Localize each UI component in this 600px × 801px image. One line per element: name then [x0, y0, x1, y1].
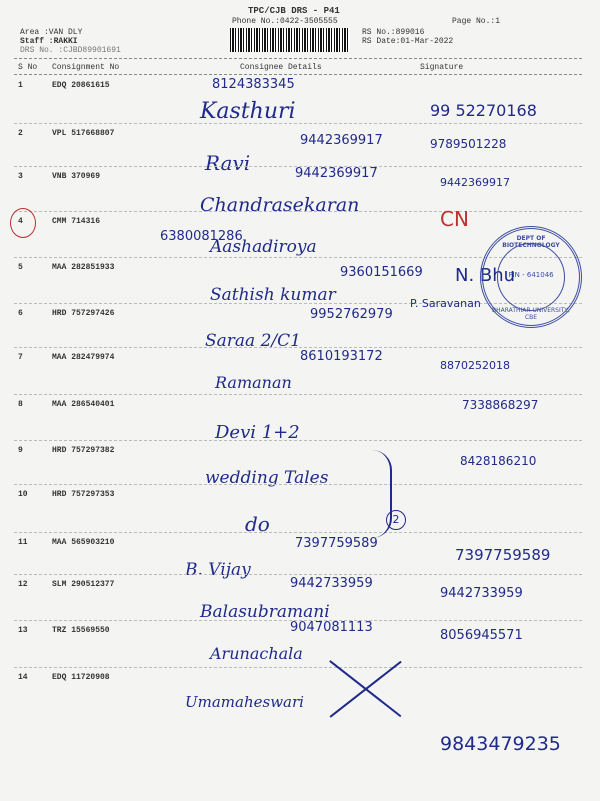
barcode	[230, 28, 350, 52]
consignment-number: MAA 282851933	[52, 263, 115, 272]
consignee-phone: 9360151669	[340, 265, 423, 280]
consignee-name: Kasthuri	[200, 99, 296, 124]
rs-number: RS No.:899016	[362, 28, 425, 37]
row-number: 5	[18, 263, 23, 272]
drs-number: DRS No. :CJBD89901691	[20, 46, 121, 55]
stamp-line-1: DEPT OF BIOTECHNOLOGY	[502, 235, 560, 249]
consignee-name: Ramanan	[215, 373, 292, 392]
row-number: 10	[18, 490, 28, 499]
consignment-number: TRZ 15569550	[52, 626, 110, 635]
consignee-phone: 8610193172	[300, 349, 383, 364]
signature: CN	[440, 207, 469, 231]
page-number: Page No.:1	[452, 17, 501, 26]
row-divider	[14, 667, 582, 668]
row-divider	[14, 394, 582, 395]
consignment-number: HRD 757297353	[52, 490, 115, 499]
consignee-phone: 9442369917	[295, 166, 378, 181]
consignee-phone: 7397759589	[295, 536, 378, 551]
signature: P. Saravanan	[410, 297, 481, 310]
consignment-number: VPL 517668807	[52, 129, 115, 138]
consignee-name: do	[245, 512, 270, 536]
consignee-phone: 9442369917	[300, 133, 383, 148]
signature: 7397759589	[455, 546, 551, 564]
row-number: 9	[18, 446, 23, 455]
consignee-name: Umamaheswari	[185, 693, 304, 711]
consignee-name: Devi 1+2	[215, 422, 300, 443]
row-number: 1	[18, 81, 23, 90]
col-signature: Signature	[420, 63, 464, 72]
consignment-number: EDQ 20861615	[52, 81, 110, 90]
row-number: 11	[18, 538, 28, 547]
phone-number: Phone No.:0422-3505555	[232, 17, 338, 26]
row-divider	[14, 484, 582, 485]
row-number: 6	[18, 309, 23, 318]
signature: 8056945571	[440, 628, 523, 643]
consignment-number: MAA 282479974	[52, 353, 115, 362]
consignment-number: EDQ 11720908	[52, 673, 110, 682]
row-number: 7	[18, 353, 23, 362]
rs-date: RS Date:01-Mar-2022	[362, 37, 454, 46]
row-divider	[14, 347, 582, 348]
consignee-name: wedding Tales	[205, 468, 329, 488]
col-consignment: Consignment No	[52, 63, 120, 72]
signature: 99 52270168	[430, 101, 537, 120]
col-sno: S No	[18, 63, 38, 72]
row-number: 12	[18, 580, 28, 589]
row-4-circle-mark	[10, 208, 36, 238]
consignee-phone: 9047081113	[290, 620, 373, 635]
signature: 8428186210	[460, 454, 537, 468]
consignee-name: Chandrasekaran	[200, 194, 360, 216]
university-stamp	[480, 226, 582, 328]
consignee-phone: 6380081286	[160, 229, 243, 244]
row-number: 14	[18, 673, 28, 682]
consignment-number: VNB 370969	[52, 172, 101, 181]
circled-2-mark: 2	[386, 510, 406, 530]
signature: 9442733959	[440, 586, 523, 601]
row-number: 2	[18, 129, 23, 138]
row-number: 3	[18, 172, 23, 181]
consignment-number: MAA 565903210	[52, 538, 115, 547]
header-divider-2	[14, 74, 582, 75]
consignee-name: Aashadiroya	[210, 237, 317, 257]
row-number: 13	[18, 626, 28, 635]
staff-label: Staff :RAKKI	[20, 37, 78, 46]
row-number: 4	[18, 217, 23, 226]
consignee-name: Balasubramani	[200, 602, 330, 622]
consignee-name: Arunachala	[210, 644, 303, 663]
signature: 9789501228	[430, 137, 507, 151]
signature: 8870252018	[440, 359, 510, 372]
consignment-number: HRD 757297382	[52, 446, 115, 455]
col-details: Consignee Details	[240, 63, 322, 72]
signature: 9843479235	[440, 733, 561, 755]
row-divider	[14, 532, 582, 533]
consignee-phone: 8124383345	[212, 77, 295, 92]
row-divider	[14, 440, 582, 441]
consignment-number: SLM 290512377	[52, 580, 115, 589]
row-number: 8	[18, 400, 23, 409]
consignment-number: HRD 757297426	[52, 309, 115, 318]
consignee-name: Ravi	[205, 151, 251, 175]
row-divider	[14, 123, 582, 124]
signature: 7338868297	[462, 398, 539, 412]
row-divider	[14, 211, 582, 212]
consignee-name: Sathish kumar	[210, 285, 336, 305]
area-label: Area :VAN DLY	[20, 28, 83, 37]
consignment-number: MAA 286540401	[52, 400, 115, 409]
header-divider	[14, 58, 582, 59]
signature: N. Bhu	[455, 265, 516, 286]
consignee-phone: 9952762979	[310, 307, 393, 322]
consignee-phone: 9442733959	[290, 576, 373, 591]
consignee-name: B. Vijay	[185, 560, 251, 580]
consignee-name: Saraa 2/C1	[205, 331, 301, 351]
document-title: TPC/CJB DRS - P41	[248, 6, 340, 16]
stamp-line-3: BHARATHIAR UNIVERSITY, CBE	[492, 307, 570, 321]
signature: 9442369917	[440, 176, 510, 189]
row-divider	[14, 574, 582, 575]
stamp-line-2: PIN - 641046	[508, 271, 554, 279]
consignment-number: CMM 714316	[52, 217, 101, 226]
